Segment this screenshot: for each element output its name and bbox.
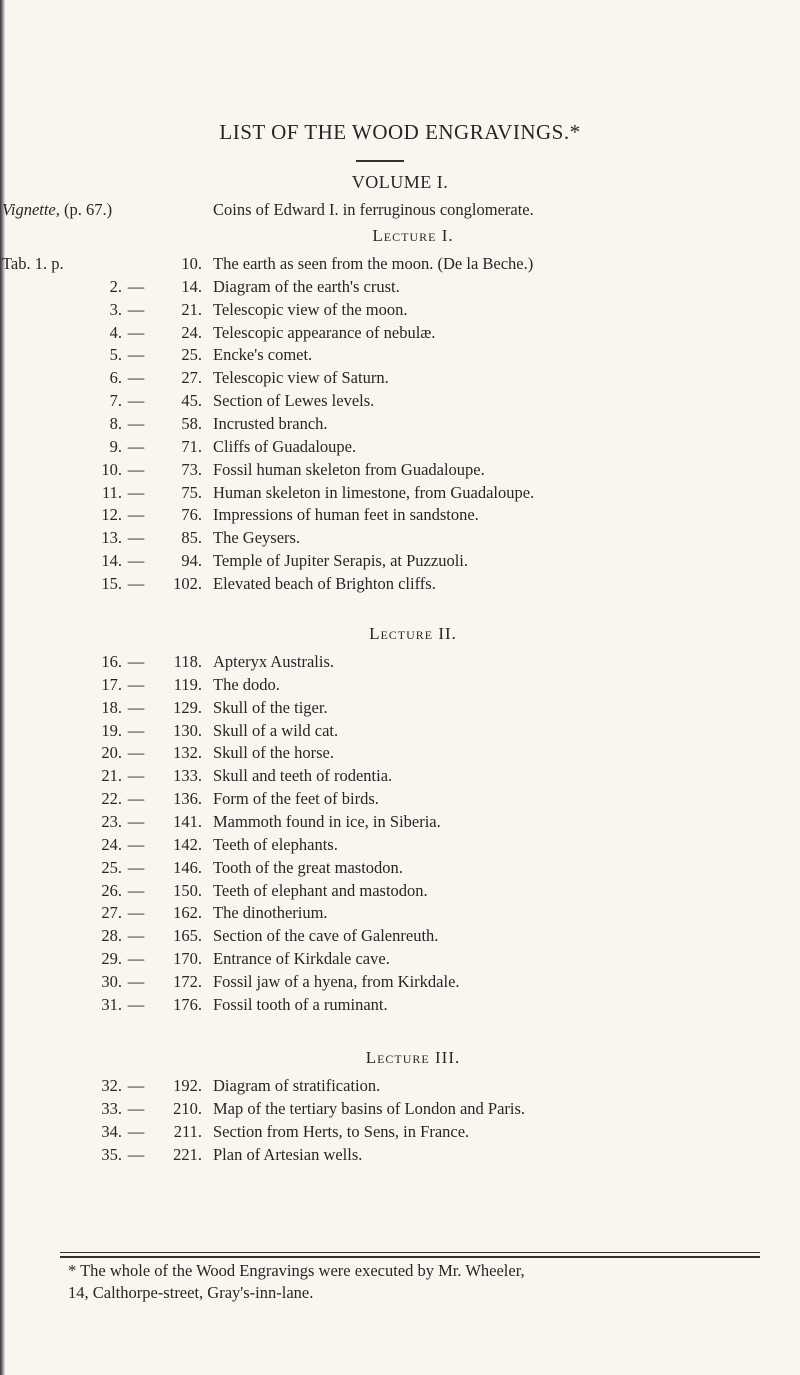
page-number: 170.: [173, 949, 202, 969]
engraving-description: Map of the tertiary basins of London and Paris.: [213, 1098, 526, 1118]
figure-number: 8.: [109, 413, 122, 433]
lecture-heading: Lecture III.: [365, 1048, 461, 1067]
vignette-page: (p. 67.): [64, 200, 113, 219]
dash-separator: —: [127, 834, 145, 854]
dash-separator: —: [127, 949, 145, 969]
page-number: 24.: [181, 322, 202, 342]
page-number: 133.: [173, 766, 202, 786]
figure-number: 29.: [101, 949, 122, 969]
page-number: 221.: [173, 1144, 202, 1164]
figure-number: 24.: [101, 834, 122, 854]
page-number: 172.: [173, 971, 202, 991]
figure-number: 2.: [109, 276, 122, 296]
dash-separator: —: [127, 573, 145, 593]
page-number: 27.: [181, 368, 202, 388]
figure-number: 14.: [101, 551, 122, 571]
dash-separator: —: [127, 322, 145, 342]
page-number: 210.: [173, 1098, 202, 1118]
engraving-description: Incrusted branch.: [213, 413, 328, 433]
footnote-line-2: 14, Calthorpe-street, Gray's-inn-lane.: [68, 1283, 314, 1302]
dash-separator: —: [127, 743, 145, 763]
figure-number: 19.: [101, 720, 122, 740]
dash-separator: —: [127, 413, 145, 433]
vignette-label: Vignette,: [2, 200, 60, 219]
figure-number: 31.: [101, 994, 122, 1014]
page-number: 102.: [173, 573, 202, 593]
engraving-description: Diagram of the earth's crust.: [213, 276, 400, 296]
dash-separator: —: [127, 994, 145, 1014]
figure-number: 10.: [101, 459, 122, 479]
engraving-description: Elevated beach of Brighton cliffs.: [213, 573, 436, 593]
engraving-description: Human skeleton in limestone, from Guadaloupe.: [213, 482, 535, 502]
figure-number: 34.: [101, 1121, 122, 1141]
engraving-description: Skull of the tiger.: [213, 697, 328, 717]
figure-number: 4.: [109, 322, 122, 342]
engraving-description: Encke's comet.: [213, 345, 313, 365]
dash-separator: —: [127, 971, 145, 991]
engraving-description: Fossil human skeleton from Guadaloupe.: [213, 459, 485, 479]
engraving-description: Plan of Artesian wells.: [213, 1144, 363, 1164]
engraving-description: The earth as seen from the moon. (De la Beche.): [213, 254, 534, 273]
dash-separator: —: [127, 1121, 145, 1141]
figure-number: 20.: [101, 743, 122, 763]
dash-separator: —: [127, 1076, 145, 1095]
figure-number: 27.: [101, 903, 122, 923]
page-number: 192.: [173, 1076, 202, 1095]
tab-label: Tab. 1. p.: [2, 254, 64, 273]
dash-separator: —: [127, 459, 145, 479]
page-number: 73.: [181, 459, 202, 479]
figure-number: 15.: [101, 573, 122, 593]
engraving-description: The dodo.: [213, 674, 280, 694]
engraving-description: Skull and teeth of rodentia.: [213, 766, 393, 786]
dash-separator: —: [127, 1144, 145, 1164]
dash-separator: —: [127, 857, 145, 877]
page-number: 211.: [173, 1121, 202, 1141]
engraving-description: Teeth of elephants.: [213, 834, 338, 854]
engraving-description: Temple of Jupiter Serapis, at Puzzuoli.: [213, 551, 468, 571]
dash-separator: —: [127, 652, 145, 671]
dash-separator: —: [127, 811, 145, 831]
figure-number: 18.: [101, 697, 122, 717]
page-number: 150.: [173, 880, 202, 900]
footnote: [68, 1260, 768, 1304]
volume-heading: VOLUME I.: [351, 172, 449, 192]
figure-number: 21.: [101, 766, 122, 786]
engraving-description: Entrance of Kirkdale cave.: [213, 949, 390, 969]
page-number: 14.: [181, 276, 202, 296]
page-number: 71.: [181, 436, 202, 456]
engraving-description: The dinotherium.: [213, 903, 328, 923]
engraving-description: Apteryx Australis.: [213, 652, 334, 671]
page-number: 146.: [173, 857, 202, 877]
dash-separator: —: [127, 926, 145, 946]
figure-number: 32.: [101, 1076, 122, 1095]
dash-separator: —: [127, 880, 145, 900]
figure-number: 16.: [101, 652, 122, 671]
page-number: 165.: [173, 926, 202, 946]
figure-number: 35.: [101, 1144, 122, 1164]
figure-number: 5.: [109, 345, 122, 365]
page-number: 119.: [173, 674, 202, 694]
page-number: 129.: [173, 697, 202, 717]
engraving-description: The Geysers.: [213, 528, 301, 548]
dash-separator: —: [127, 505, 145, 525]
engraving-description: Cliffs of Guadaloupe.: [213, 436, 357, 456]
dash-separator: —: [127, 1098, 145, 1118]
engraving-description: Telescopic view of Saturn.: [213, 368, 389, 388]
title-rule: [356, 160, 404, 162]
dash-separator: —: [127, 674, 145, 694]
engraving-description: Section of Lewes levels.: [213, 391, 375, 411]
page-number: 85.: [181, 528, 202, 548]
figure-number: 11.: [101, 482, 122, 502]
page-number: 58.: [181, 413, 202, 433]
figure-number: 25.: [101, 857, 122, 877]
dash-separator: —: [127, 368, 145, 388]
page-number: 75.: [181, 482, 202, 502]
figure-number: 13.: [101, 528, 122, 548]
engraving-description: Fossil jaw of a hyena, from Kirkdale.: [213, 971, 460, 991]
engraving-description: Section from Herts, to Sens, in France.: [213, 1121, 470, 1141]
dash-separator: —: [127, 903, 145, 923]
dash-separator: —: [127, 551, 145, 571]
engraving-description: Tooth of the great mastodon.: [213, 857, 403, 877]
figure-number: 17.: [101, 674, 122, 694]
dash-separator: —: [127, 345, 145, 365]
page-number: 21.: [181, 299, 202, 319]
page-title: LIST OF THE WOOD ENGRAVINGS.*: [219, 120, 581, 144]
page-number: 142.: [173, 834, 202, 854]
engraving-description: Telescopic appearance of nebulæ.: [213, 322, 436, 342]
dash-separator: —: [127, 391, 145, 411]
engraving-description: Telescopic view of the moon.: [213, 299, 408, 319]
dash-separator: —: [127, 697, 145, 717]
figure-number: 3.: [109, 299, 122, 319]
figure-number: 33.: [101, 1098, 122, 1118]
page-number: 136.: [173, 789, 202, 809]
engraving-description: Form of the feet of birds.: [213, 789, 379, 809]
page-number: 25.: [181, 345, 202, 365]
footnote-rule: [60, 1256, 760, 1258]
lecture-heading: Lecture II.: [369, 624, 457, 643]
figure-number: 23.: [101, 811, 122, 831]
dash-separator: —: [127, 276, 145, 296]
figure-number: 12.: [101, 505, 122, 525]
page-number: 45.: [181, 391, 202, 411]
page-number: 94.: [181, 551, 202, 571]
lecture-heading: Lecture I.: [372, 226, 454, 245]
figure-number: 30.: [101, 971, 122, 991]
figure-number: 28.: [101, 926, 122, 946]
page-number: 162.: [173, 903, 202, 923]
page-number: 10.: [181, 254, 202, 273]
page-number: 176.: [173, 994, 202, 1014]
vignette-ref: [2, 200, 112, 220]
engraving-description: Teeth of elephant and mastodon.: [213, 880, 428, 900]
figure-number: 26.: [101, 880, 122, 900]
figure-number: 7.: [109, 391, 122, 411]
figure-number: 22.: [101, 789, 122, 809]
engraving-description: Impressions of human feet in sandstone.: [213, 505, 479, 525]
dash-separator: —: [127, 720, 145, 740]
engraving-description: Diagram of stratification.: [213, 1076, 381, 1095]
engraving-description: Fossil tooth of a ruminant.: [213, 994, 388, 1014]
dash-separator: —: [127, 766, 145, 786]
footnote-rule-thin: [60, 1252, 760, 1253]
page-number: 132.: [173, 743, 202, 763]
dash-separator: —: [127, 299, 145, 319]
dash-separator: —: [127, 789, 145, 809]
engraving-description: Skull of a wild cat.: [213, 720, 339, 740]
dash-separator: —: [127, 528, 145, 548]
engraving-description: Mammoth found in ice, in Siberia.: [213, 811, 441, 831]
engraving-description: Section of the cave of Galenreuth.: [213, 926, 439, 946]
page-number: 141.: [173, 811, 202, 831]
vignette-description: Coins of Edward I. in ferruginous conglomerate.: [213, 200, 534, 219]
page-number: 118.: [173, 652, 202, 671]
engraving-description: Skull of the horse.: [213, 743, 334, 763]
footnote-line-1: * The whole of the Wood Engravings were executed by Mr. Wheeler,: [68, 1261, 525, 1280]
figure-number: 9.: [109, 436, 122, 456]
page-number: 76.: [181, 505, 202, 525]
page-number: 130.: [173, 720, 202, 740]
dash-separator: —: [127, 436, 145, 456]
dash-separator: —: [127, 482, 145, 502]
figure-number: 6.: [109, 368, 122, 388]
